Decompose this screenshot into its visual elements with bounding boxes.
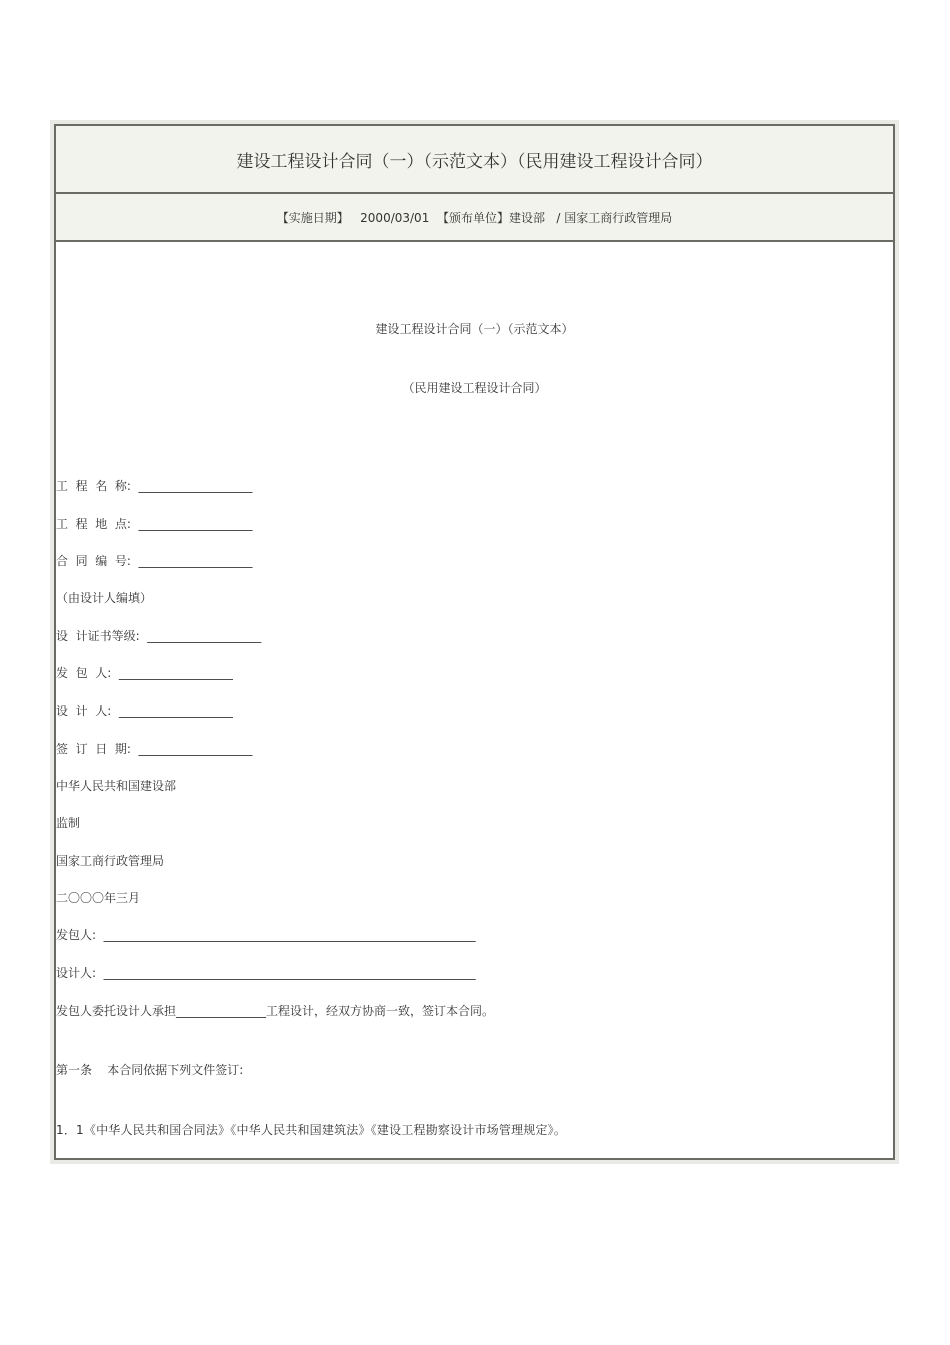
issuer-ministry: 中华人民共和国建设部	[56, 779, 177, 793]
field-filled-by-note: （由设计人编填）	[56, 591, 153, 605]
field-contract-number: 合 同 编 号: ___________________	[56, 554, 253, 568]
field-project-name: 工 程 名 称: ___________________	[56, 479, 253, 493]
designer-line: 设计人: ______________________________________________________________	[56, 966, 476, 980]
issue-date: 二〇〇〇年三月	[56, 891, 141, 905]
issuer-administration: 国家工商行政管理局	[56, 854, 165, 868]
employer-line: 发包人: ______________________________________________________________	[56, 928, 476, 942]
document-title: 建设工程设计合同（一）（示范文本）（民用建设工程设计合同）	[56, 126, 893, 194]
field-sign-date: 签 订 日 期: ___________________	[56, 742, 253, 756]
commission-paragraph: 发包人委托设计人承担_______________工程设计，经双方协商一致，签订本合同。	[56, 1004, 495, 1018]
field-designer: 设 计 人: ___________________	[56, 704, 233, 718]
document-meta: 【实施日期】 2000/03/01 【颁布单位】建设部 / 国家工商行政管理局	[56, 194, 893, 242]
clause-1-1: 1．1《中华人民共和国合同法》《中华人民共和国建筑法》《建设工程勘察设计市场管理规定》。	[56, 1123, 567, 1137]
field-employer: 发 包 人: ___________________	[56, 666, 233, 680]
article-1-heading: 第一条 本合同依据下列文件签订:	[56, 1063, 244, 1077]
field-certificate-level: 设 计证书等级: ___________________	[56, 629, 262, 643]
issuer-supervised: 监制	[56, 816, 81, 830]
document-table	[54, 124, 895, 1160]
document-frame	[50, 120, 899, 1164]
contract-subtitle-type: （民用建设工程设计合同）	[402, 381, 547, 395]
field-project-location: 工 程 地 点: ___________________	[56, 517, 253, 531]
contract-subtitle: 建设工程设计合同（一）（示范文本）	[375, 322, 574, 336]
